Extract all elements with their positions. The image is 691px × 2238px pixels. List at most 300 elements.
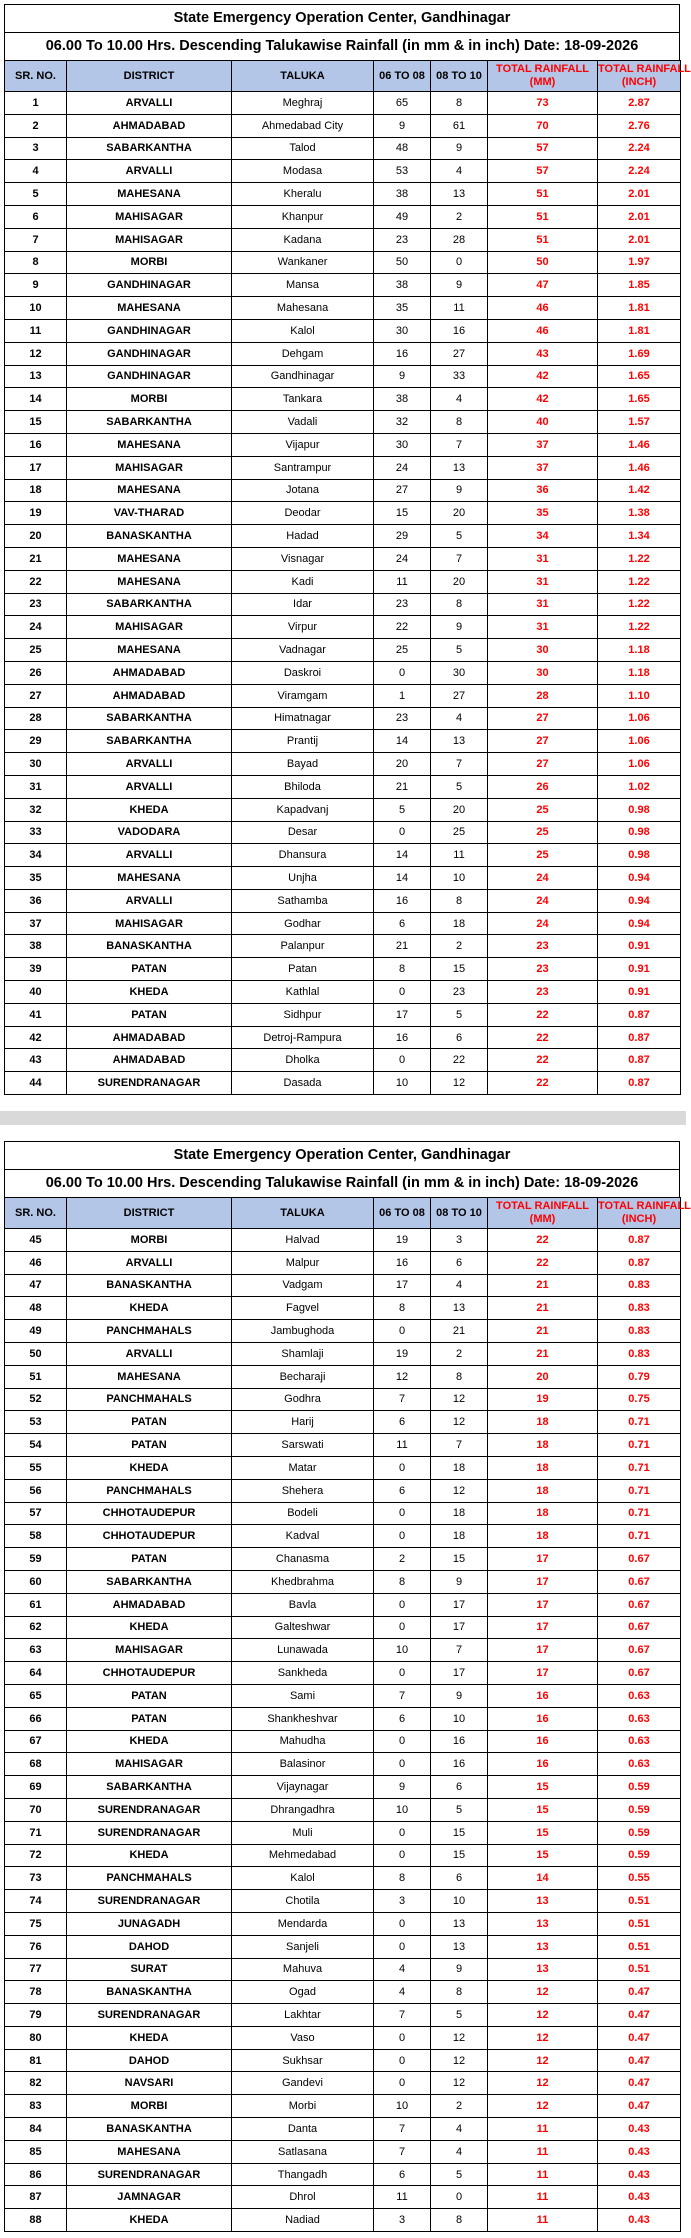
sr-no-cell: 53 bbox=[5, 1411, 67, 1434]
district-cell: MAHESANA bbox=[67, 547, 232, 570]
total-mm-cell: 18 bbox=[488, 1456, 598, 1479]
total-inch-cell: 0.83 bbox=[598, 1297, 681, 1320]
08-to-10-cell: 5 bbox=[431, 775, 488, 798]
sr-no-cell: 78 bbox=[5, 1981, 67, 2004]
district-cell: GANDHINAGAR bbox=[67, 342, 232, 365]
total-mm-cell: 23 bbox=[488, 935, 598, 958]
table-row bbox=[5, 114, 681, 137]
total-mm-cell: 17 bbox=[488, 1639, 598, 1662]
table-row bbox=[5, 684, 681, 707]
table-row bbox=[5, 251, 681, 274]
total-inch-cell: 0.63 bbox=[598, 1707, 681, 1730]
table-row bbox=[5, 1867, 681, 1890]
district-cell: SABARKANTHA bbox=[67, 730, 232, 753]
total-mm-cell: 73 bbox=[488, 92, 598, 115]
total-inch-cell: 0.51 bbox=[598, 1912, 681, 1935]
taluka-cell: Vadnagar bbox=[232, 639, 374, 662]
08-to-10-cell: 20 bbox=[431, 798, 488, 821]
06-to-08-cell: 6 bbox=[374, 912, 431, 935]
district-cell: SABARKANTHA bbox=[67, 593, 232, 616]
district-cell: SURENDRANAGAR bbox=[67, 2004, 232, 2027]
total-inch-cell: 1.06 bbox=[598, 753, 681, 776]
table-row bbox=[5, 935, 681, 958]
total-mm-cell: 13 bbox=[488, 1912, 598, 1935]
report-subtitle: 06.00 To 10.00 Hrs. Descending Talukawise Rainfall (in mm & in inch) Date: 18-09-2026 bbox=[4, 1169, 680, 1197]
08-to-10-cell: 7 bbox=[431, 1434, 488, 1457]
sr-no-cell: 10 bbox=[5, 297, 67, 320]
table-row bbox=[5, 570, 681, 593]
06-to-08-cell: 0 bbox=[374, 1753, 431, 1776]
sr-no-cell: 6 bbox=[5, 205, 67, 228]
sr-no-cell: 47 bbox=[5, 1274, 67, 1297]
district-cell: MAHISAGAR bbox=[67, 912, 232, 935]
08-to-10-cell: 0 bbox=[431, 251, 488, 274]
table-row bbox=[5, 981, 681, 1004]
district-cell: KHEDA bbox=[67, 798, 232, 821]
total-mm-cell: 22 bbox=[488, 1072, 598, 1095]
total-mm-cell: 42 bbox=[488, 365, 598, 388]
sr-no-cell: 65 bbox=[5, 1684, 67, 1707]
sr-no-cell: 2 bbox=[5, 114, 67, 137]
header-row bbox=[5, 61, 681, 92]
taluka-cell: Desar bbox=[232, 821, 374, 844]
06-to-08-cell: 8 bbox=[374, 1297, 431, 1320]
06-to-08-cell: 11 bbox=[374, 2186, 431, 2209]
header-total-mm-line1: TOTAL RAINFALL bbox=[496, 1200, 589, 1212]
district-cell: KHEDA bbox=[67, 1456, 232, 1479]
taluka-cell: Prantij bbox=[232, 730, 374, 753]
06-to-08-cell: 21 bbox=[374, 775, 431, 798]
taluka-cell: Dhrangadhra bbox=[232, 1798, 374, 1821]
08-to-10-cell: 15 bbox=[431, 1821, 488, 1844]
total-inch-cell: 1.22 bbox=[598, 570, 681, 593]
08-to-10-cell: 18 bbox=[431, 1502, 488, 1525]
total-mm-cell: 12 bbox=[488, 2072, 598, 2095]
total-mm-cell: 11 bbox=[488, 2209, 598, 2232]
table-row bbox=[5, 1570, 681, 1593]
district-cell: VAV-THARAD bbox=[67, 502, 232, 525]
district-cell: PATAN bbox=[67, 1003, 232, 1026]
header-taluka: TALUKA bbox=[232, 1198, 374, 1229]
report-page-2 bbox=[4, 1141, 691, 2232]
taluka-cell: Chanasma bbox=[232, 1548, 374, 1571]
total-mm-cell: 46 bbox=[488, 297, 598, 320]
district-cell: MAHESANA bbox=[67, 479, 232, 502]
total-inch-cell: 0.87 bbox=[598, 1251, 681, 1274]
district-cell: DAHOD bbox=[67, 2049, 232, 2072]
table-row bbox=[5, 1730, 681, 1753]
06-to-08-cell: 7 bbox=[374, 2140, 431, 2163]
table-row bbox=[5, 2095, 681, 2118]
taluka-cell: Sankheda bbox=[232, 1662, 374, 1685]
district-cell: SABARKANTHA bbox=[67, 137, 232, 160]
district-cell: MAHISAGAR bbox=[67, 1639, 232, 1662]
total-mm-cell: 11 bbox=[488, 2163, 598, 2186]
sr-no-cell: 62 bbox=[5, 1616, 67, 1639]
header-06-to-08: 06 TO 08 bbox=[374, 1198, 431, 1229]
taluka-cell: Modasa bbox=[232, 160, 374, 183]
district-cell: BANASKANTHA bbox=[67, 1274, 232, 1297]
06-to-08-cell: 10 bbox=[374, 1798, 431, 1821]
total-inch-cell: 0.43 bbox=[598, 2140, 681, 2163]
table-body bbox=[5, 1229, 681, 2232]
district-cell: ARVALLI bbox=[67, 844, 232, 867]
06-to-08-cell: 0 bbox=[374, 1662, 431, 1685]
rainfall-table bbox=[4, 60, 691, 1095]
sr-no-cell: 75 bbox=[5, 1912, 67, 1935]
district-cell: ARVALLI bbox=[67, 753, 232, 776]
total-mm-cell: 15 bbox=[488, 1844, 598, 1867]
total-inch-cell: 1.65 bbox=[598, 365, 681, 388]
header-total-mm-line2: (MM) bbox=[529, 1213, 556, 1225]
sr-no-cell: 30 bbox=[5, 753, 67, 776]
taluka-cell: Fagvel bbox=[232, 1297, 374, 1320]
district-cell: PATAN bbox=[67, 1548, 232, 1571]
06-to-08-cell: 10 bbox=[374, 1639, 431, 1662]
06-to-08-cell: 6 bbox=[374, 1479, 431, 1502]
taluka-cell: Deodar bbox=[232, 502, 374, 525]
district-cell: MAHISAGAR bbox=[67, 456, 232, 479]
taluka-cell: Sarswati bbox=[232, 1434, 374, 1457]
06-to-08-cell: 6 bbox=[374, 1411, 431, 1434]
06-to-08-cell: 38 bbox=[374, 388, 431, 411]
header-taluka: TALUKA bbox=[232, 61, 374, 92]
total-mm-cell: 18 bbox=[488, 1479, 598, 1502]
08-to-10-cell: 8 bbox=[431, 593, 488, 616]
08-to-10-cell: 21 bbox=[431, 1320, 488, 1343]
header-total-inch-line2: (INCH) bbox=[621, 76, 657, 88]
taluka-cell: Mehmedabad bbox=[232, 1844, 374, 1867]
sr-no-cell: 14 bbox=[5, 388, 67, 411]
08-to-10-cell: 17 bbox=[431, 1662, 488, 1685]
08-to-10-cell: 13 bbox=[431, 1297, 488, 1320]
district-cell: SABARKANTHA bbox=[67, 411, 232, 434]
header-sr-no: SR. NO. bbox=[5, 1198, 67, 1229]
district-cell: AHMADABAD bbox=[67, 114, 232, 137]
total-inch-cell: 0.98 bbox=[598, 798, 681, 821]
taluka-cell: Daskroi bbox=[232, 661, 374, 684]
total-inch-cell: 0.87 bbox=[598, 1003, 681, 1026]
table-row bbox=[5, 775, 681, 798]
table-row bbox=[5, 2072, 681, 2095]
06-to-08-cell: 9 bbox=[374, 114, 431, 137]
06-to-08-cell: 0 bbox=[374, 1844, 431, 1867]
district-cell: GANDHINAGAR bbox=[67, 365, 232, 388]
taluka-cell: Mahuva bbox=[232, 1958, 374, 1981]
sr-no-cell: 25 bbox=[5, 639, 67, 662]
08-to-10-cell: 8 bbox=[431, 1365, 488, 1388]
table-row bbox=[5, 1365, 681, 1388]
total-inch-cell: 2.87 bbox=[598, 92, 681, 115]
06-to-08-cell: 2 bbox=[374, 1548, 431, 1571]
table-row bbox=[5, 844, 681, 867]
06-to-08-cell: 17 bbox=[374, 1003, 431, 1026]
total-mm-cell: 31 bbox=[488, 616, 598, 639]
total-inch-cell: 0.55 bbox=[598, 1867, 681, 1890]
table-row bbox=[5, 92, 681, 115]
report-title: State Emergency Operation Center, Gandhinagar bbox=[4, 1141, 680, 1169]
table-row bbox=[5, 1502, 681, 1525]
taluka-cell: Chotila bbox=[232, 1890, 374, 1913]
08-to-10-cell: 15 bbox=[431, 1844, 488, 1867]
06-to-08-cell: 24 bbox=[374, 547, 431, 570]
total-inch-cell: 1.38 bbox=[598, 502, 681, 525]
table-row bbox=[5, 297, 681, 320]
table-row bbox=[5, 958, 681, 981]
total-inch-cell: 0.67 bbox=[598, 1570, 681, 1593]
sr-no-cell: 26 bbox=[5, 661, 67, 684]
taluka-cell: Wankaner bbox=[232, 251, 374, 274]
total-inch-cell: 1.97 bbox=[598, 251, 681, 274]
08-to-10-cell: 9 bbox=[431, 1958, 488, 1981]
08-to-10-cell: 11 bbox=[431, 844, 488, 867]
taluka-cell: Visnagar bbox=[232, 547, 374, 570]
06-to-08-cell: 24 bbox=[374, 456, 431, 479]
total-mm-cell: 30 bbox=[488, 661, 598, 684]
06-to-08-cell: 9 bbox=[374, 365, 431, 388]
table-row bbox=[5, 228, 681, 251]
district-cell: PATAN bbox=[67, 1707, 232, 1730]
district-cell: MAHESANA bbox=[67, 2140, 232, 2163]
08-to-10-cell: 9 bbox=[431, 616, 488, 639]
08-to-10-cell: 23 bbox=[431, 981, 488, 1004]
total-inch-cell: 0.94 bbox=[598, 867, 681, 890]
header-total-inch bbox=[598, 1198, 691, 1229]
total-mm-cell: 18 bbox=[488, 1525, 598, 1548]
06-to-08-cell: 8 bbox=[374, 1867, 431, 1890]
total-mm-cell: 23 bbox=[488, 981, 598, 1004]
total-mm-cell: 46 bbox=[488, 319, 598, 342]
district-cell: BANASKANTHA bbox=[67, 935, 232, 958]
taluka-cell: Gandevi bbox=[232, 2072, 374, 2095]
district-cell: KHEDA bbox=[67, 2026, 232, 2049]
06-to-08-cell: 0 bbox=[374, 2026, 431, 2049]
08-to-10-cell: 33 bbox=[431, 365, 488, 388]
report-title: State Emergency Operation Center, Gandhinagar bbox=[4, 4, 680, 32]
sr-no-cell: 51 bbox=[5, 1365, 67, 1388]
total-inch-cell: 0.43 bbox=[598, 2186, 681, 2209]
06-to-08-cell: 12 bbox=[374, 1365, 431, 1388]
06-to-08-cell: 0 bbox=[374, 661, 431, 684]
taluka-cell: Hadad bbox=[232, 525, 374, 548]
total-mm-cell: 17 bbox=[488, 1616, 598, 1639]
table-row bbox=[5, 1981, 681, 2004]
total-inch-cell: 0.87 bbox=[598, 1229, 681, 1252]
district-cell: KHEDA bbox=[67, 1730, 232, 1753]
sr-no-cell: 54 bbox=[5, 1434, 67, 1457]
total-mm-cell: 17 bbox=[488, 1593, 598, 1616]
table-row bbox=[5, 1072, 681, 1095]
06-to-08-cell: 38 bbox=[374, 183, 431, 206]
08-to-10-cell: 22 bbox=[431, 1049, 488, 1072]
header-total-mm bbox=[488, 61, 598, 92]
taluka-cell: Kadi bbox=[232, 570, 374, 593]
table-row bbox=[5, 1844, 681, 1867]
08-to-10-cell: 12 bbox=[431, 2026, 488, 2049]
district-cell: SURENDRANAGAR bbox=[67, 1890, 232, 1913]
06-to-08-cell: 0 bbox=[374, 1456, 431, 1479]
district-cell: SABARKANTHA bbox=[67, 1776, 232, 1799]
table-row bbox=[5, 411, 681, 434]
total-mm-cell: 18 bbox=[488, 1411, 598, 1434]
table-row bbox=[5, 1616, 681, 1639]
table-row bbox=[5, 639, 681, 662]
table-row bbox=[5, 342, 681, 365]
total-mm-cell: 37 bbox=[488, 456, 598, 479]
total-inch-cell: 0.71 bbox=[598, 1411, 681, 1434]
header-sr-no: SR. NO. bbox=[5, 61, 67, 92]
08-to-10-cell: 12 bbox=[431, 2072, 488, 2095]
taluka-cell: Lunawada bbox=[232, 1639, 374, 1662]
06-to-08-cell: 0 bbox=[374, 1821, 431, 1844]
district-cell: AHMADABAD bbox=[67, 1593, 232, 1616]
taluka-cell: Shamlaji bbox=[232, 1342, 374, 1365]
sr-no-cell: 3 bbox=[5, 137, 67, 160]
district-cell: AHMADABAD bbox=[67, 1026, 232, 1049]
total-inch-cell: 0.67 bbox=[598, 1639, 681, 1662]
total-inch-cell: 0.67 bbox=[598, 1616, 681, 1639]
page-separator bbox=[0, 1111, 686, 1125]
total-inch-cell: 0.71 bbox=[598, 1479, 681, 1502]
taluka-cell: Malpur bbox=[232, 1251, 374, 1274]
total-inch-cell: 0.83 bbox=[598, 1342, 681, 1365]
district-cell: PATAN bbox=[67, 1684, 232, 1707]
08-to-10-cell: 4 bbox=[431, 2118, 488, 2141]
08-to-10-cell: 12 bbox=[431, 1388, 488, 1411]
district-cell: PANCHMAHALS bbox=[67, 1388, 232, 1411]
taluka-cell: Dasada bbox=[232, 1072, 374, 1095]
taluka-cell: Shehera bbox=[232, 1479, 374, 1502]
sr-no-cell: 7 bbox=[5, 228, 67, 251]
08-to-10-cell: 27 bbox=[431, 342, 488, 365]
header-district: DISTRICT bbox=[67, 61, 232, 92]
total-inch-cell: 1.81 bbox=[598, 297, 681, 320]
08-to-10-cell: 4 bbox=[431, 1274, 488, 1297]
06-to-08-cell: 16 bbox=[374, 1026, 431, 1049]
06-to-08-cell: 7 bbox=[374, 2118, 431, 2141]
total-inch-cell: 1.34 bbox=[598, 525, 681, 548]
table-row bbox=[5, 1297, 681, 1320]
table-row bbox=[5, 730, 681, 753]
06-to-08-cell: 11 bbox=[374, 1434, 431, 1457]
district-cell: SABARKANTHA bbox=[67, 707, 232, 730]
sr-no-cell: 19 bbox=[5, 502, 67, 525]
06-to-08-cell: 0 bbox=[374, 1730, 431, 1753]
06-to-08-cell: 16 bbox=[374, 342, 431, 365]
total-inch-cell: 0.71 bbox=[598, 1434, 681, 1457]
sr-no-cell: 86 bbox=[5, 2163, 67, 2186]
total-mm-cell: 16 bbox=[488, 1684, 598, 1707]
taluka-cell: Mahudha bbox=[232, 1730, 374, 1753]
district-cell: SURENDRANAGAR bbox=[67, 2163, 232, 2186]
total-inch-cell: 0.47 bbox=[598, 2072, 681, 2095]
06-to-08-cell: 8 bbox=[374, 1570, 431, 1593]
taluka-cell: Khedbrahma bbox=[232, 1570, 374, 1593]
08-to-10-cell: 5 bbox=[431, 639, 488, 662]
taluka-cell: Kadval bbox=[232, 1525, 374, 1548]
taluka-cell: Sanjeli bbox=[232, 1935, 374, 1958]
sr-no-cell: 28 bbox=[5, 707, 67, 730]
table-row bbox=[5, 1411, 681, 1434]
table-row bbox=[5, 433, 681, 456]
total-mm-cell: 22 bbox=[488, 1251, 598, 1274]
total-mm-cell: 31 bbox=[488, 593, 598, 616]
total-inch-cell: 1.18 bbox=[598, 661, 681, 684]
table-row bbox=[5, 274, 681, 297]
06-to-08-cell: 7 bbox=[374, 1684, 431, 1707]
table-row bbox=[5, 1753, 681, 1776]
taluka-cell: Shankheshvar bbox=[232, 1707, 374, 1730]
total-inch-cell: 0.51 bbox=[598, 1958, 681, 1981]
total-mm-cell: 31 bbox=[488, 570, 598, 593]
sr-no-cell: 1 bbox=[5, 92, 67, 115]
06-to-08-cell: 3 bbox=[374, 1890, 431, 1913]
total-mm-cell: 51 bbox=[488, 205, 598, 228]
sr-no-cell: 67 bbox=[5, 1730, 67, 1753]
district-cell: SURENDRANAGAR bbox=[67, 1798, 232, 1821]
district-cell: ARVALLI bbox=[67, 92, 232, 115]
08-to-10-cell: 25 bbox=[431, 821, 488, 844]
sr-no-cell: 85 bbox=[5, 2140, 67, 2163]
06-to-08-cell: 32 bbox=[374, 411, 431, 434]
total-inch-cell: 0.94 bbox=[598, 912, 681, 935]
sr-no-cell: 17 bbox=[5, 456, 67, 479]
06-to-08-cell: 0 bbox=[374, 2072, 431, 2095]
taluka-cell: Dholka bbox=[232, 1049, 374, 1072]
total-mm-cell: 70 bbox=[488, 114, 598, 137]
district-cell: NAVSARI bbox=[67, 2072, 232, 2095]
total-mm-cell: 27 bbox=[488, 753, 598, 776]
total-mm-cell: 11 bbox=[488, 2118, 598, 2141]
sr-no-cell: 4 bbox=[5, 160, 67, 183]
taluka-cell: Viramgam bbox=[232, 684, 374, 707]
sr-no-cell: 9 bbox=[5, 274, 67, 297]
taluka-cell: Jambughoda bbox=[232, 1320, 374, 1343]
06-to-08-cell: 1 bbox=[374, 684, 431, 707]
table-row bbox=[5, 2026, 681, 2049]
08-to-10-cell: 13 bbox=[431, 1935, 488, 1958]
table-row bbox=[5, 1662, 681, 1685]
table-row bbox=[5, 1456, 681, 1479]
sr-no-cell: 5 bbox=[5, 183, 67, 206]
taluka-cell: Balasinor bbox=[232, 1753, 374, 1776]
district-cell: PATAN bbox=[67, 1411, 232, 1434]
taluka-cell: Ogad bbox=[232, 1981, 374, 2004]
district-cell: KHEDA bbox=[67, 1844, 232, 1867]
06-to-08-cell: 3 bbox=[374, 2209, 431, 2232]
08-to-10-cell: 16 bbox=[431, 1730, 488, 1753]
taluka-cell: Patan bbox=[232, 958, 374, 981]
08-to-10-cell: 15 bbox=[431, 1548, 488, 1571]
08-to-10-cell: 6 bbox=[431, 1867, 488, 1890]
taluka-cell: Santrampur bbox=[232, 456, 374, 479]
total-inch-cell: 0.47 bbox=[598, 2026, 681, 2049]
sr-no-cell: 56 bbox=[5, 1479, 67, 1502]
table-row bbox=[5, 821, 681, 844]
total-inch-cell: 1.81 bbox=[598, 319, 681, 342]
total-mm-cell: 30 bbox=[488, 639, 598, 662]
06-to-08-cell: 49 bbox=[374, 205, 431, 228]
table-row bbox=[5, 1026, 681, 1049]
district-cell: MAHESANA bbox=[67, 1365, 232, 1388]
taluka-cell: Lakhtar bbox=[232, 2004, 374, 2027]
total-mm-cell: 24 bbox=[488, 912, 598, 935]
total-inch-cell: 2.24 bbox=[598, 137, 681, 160]
district-cell: ARVALLI bbox=[67, 1342, 232, 1365]
06-to-08-cell: 38 bbox=[374, 274, 431, 297]
sr-no-cell: 83 bbox=[5, 2095, 67, 2118]
sr-no-cell: 59 bbox=[5, 1548, 67, 1571]
